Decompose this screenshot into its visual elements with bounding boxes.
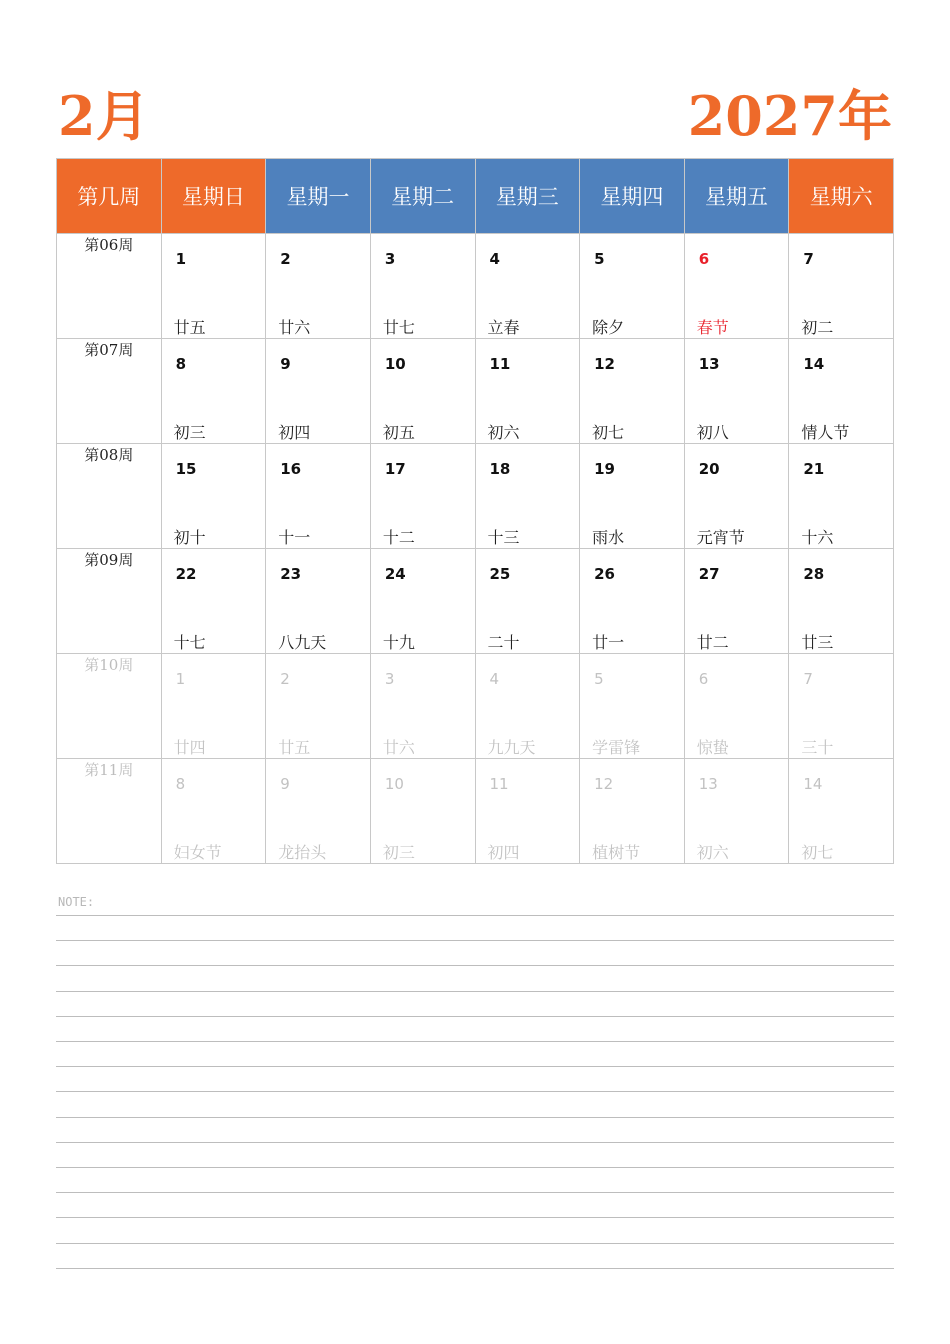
day-cell[interactable] <box>580 654 685 759</box>
day-cell[interactable] <box>789 549 894 654</box>
calendar-body <box>57 234 894 864</box>
day-cell[interactable] <box>684 654 789 759</box>
day-cell[interactable] <box>266 759 371 864</box>
lunar-date: 二十 <box>487 633 520 652</box>
note-line <box>56 1217 894 1218</box>
lunar-date: 廿五 <box>278 738 311 757</box>
day-cell[interactable] <box>684 759 789 864</box>
day-cell[interactable] <box>370 444 475 549</box>
calendar-title-row <box>56 80 894 152</box>
header-weekday: 星期六 <box>789 159 894 234</box>
day-cell[interactable] <box>684 234 789 339</box>
note-line <box>56 1066 894 1067</box>
day-cell[interactable] <box>789 759 894 864</box>
day-number: 13 <box>698 775 718 793</box>
day-number: 1 <box>175 670 186 688</box>
lunar-date: 廿五 <box>173 318 206 337</box>
header-weekday: 星期四 <box>580 159 685 234</box>
lunar-date: 情人节 <box>801 423 850 442</box>
day-cell[interactable] <box>161 759 266 864</box>
lunar-date: 三十 <box>801 738 834 757</box>
day-cell[interactable] <box>580 444 685 549</box>
day-number: 23 <box>280 565 302 583</box>
day-number: 13 <box>698 355 720 373</box>
lunar-date: 除夕 <box>592 318 625 337</box>
lunar-date: 立春 <box>487 318 520 337</box>
day-cell[interactable] <box>475 339 580 444</box>
day-cell[interactable] <box>161 234 266 339</box>
day-cell[interactable] <box>475 549 580 654</box>
day-number: 3 <box>384 670 395 688</box>
lunar-date: 初五 <box>382 423 415 442</box>
lunar-date: 廿七 <box>382 318 415 337</box>
day-cell[interactable] <box>370 759 475 864</box>
day-number: 28 <box>803 565 825 583</box>
day-number: 18 <box>489 460 511 478</box>
day-number: 24 <box>384 565 406 583</box>
day-cell[interactable] <box>266 654 371 759</box>
lunar-date: 初三 <box>173 423 206 442</box>
day-cell[interactable] <box>684 444 789 549</box>
day-cell[interactable] <box>161 549 266 654</box>
day-number: 7 <box>803 670 813 688</box>
day-cell[interactable] <box>266 549 371 654</box>
day-cell[interactable] <box>475 444 580 549</box>
lunar-date: 妇女节 <box>173 843 222 862</box>
day-number: 4 <box>489 250 500 268</box>
lunar-date: 植树节 <box>592 843 641 862</box>
day-number: 25 <box>489 565 511 583</box>
header-week-number: 第几周 <box>57 159 162 234</box>
day-number: 8 <box>175 355 187 373</box>
week-number-label: 第09周 <box>57 549 162 654</box>
day-cell[interactable] <box>789 654 894 759</box>
day-number: 15 <box>175 460 197 478</box>
week-number-label: 第08周 <box>57 444 162 549</box>
day-number: 19 <box>594 460 615 478</box>
day-number: 7 <box>803 250 814 268</box>
header-weekday: 星期日 <box>161 159 266 234</box>
day-cell[interactable] <box>475 759 580 864</box>
day-cell[interactable] <box>370 549 475 654</box>
week-row <box>57 654 894 759</box>
day-cell[interactable] <box>580 339 685 444</box>
day-number: 2 <box>280 250 291 268</box>
lunar-date: 初六 <box>487 423 520 442</box>
day-cell[interactable] <box>161 444 266 549</box>
day-cell[interactable] <box>580 234 685 339</box>
lunar-date: 八九天 <box>278 633 327 652</box>
lunar-date: 雨水 <box>592 528 625 547</box>
day-number: 2 <box>280 670 290 688</box>
day-cell[interactable] <box>161 339 266 444</box>
week-row <box>57 759 894 864</box>
day-number: 16 <box>280 460 302 478</box>
lunar-date: 十一 <box>278 528 311 547</box>
note-label: NOTE: <box>58 895 95 909</box>
week-number-label: 第06周 <box>57 234 162 339</box>
lunar-date: 廿二 <box>696 633 729 652</box>
day-number: 5 <box>594 670 604 688</box>
note-line <box>56 1268 894 1269</box>
day-cell[interactable] <box>266 339 371 444</box>
note-line <box>56 991 894 992</box>
day-cell[interactable] <box>580 759 685 864</box>
note-line <box>56 915 894 916</box>
note-line <box>56 1041 894 1042</box>
day-number: 5 <box>594 250 605 268</box>
day-number: 21 <box>803 460 825 478</box>
lunar-date: 廿六 <box>382 738 415 757</box>
day-cell[interactable] <box>370 339 475 444</box>
note-line <box>56 1091 894 1092</box>
day-number: 12 <box>594 775 614 793</box>
day-number: 1 <box>175 250 187 268</box>
lunar-date: 初六 <box>696 843 729 862</box>
day-cell[interactable] <box>266 444 371 549</box>
day-number: 9 <box>280 775 290 793</box>
lunar-date: 十二 <box>382 528 415 547</box>
lunar-date: 初七 <box>592 423 625 442</box>
day-cell[interactable] <box>789 444 894 549</box>
day-cell[interactable] <box>789 339 894 444</box>
day-number: 10 <box>384 355 406 373</box>
lunar-date: 十三 <box>487 528 520 547</box>
lunar-date: 十九 <box>382 633 415 652</box>
lunar-date: 初四 <box>487 843 520 862</box>
day-number: 10 <box>384 775 404 793</box>
header-weekday: 星期五 <box>684 159 789 234</box>
day-cell[interactable] <box>266 234 371 339</box>
day-cell[interactable] <box>475 234 580 339</box>
lunar-date: 十六 <box>801 528 834 547</box>
day-number: 22 <box>175 565 197 583</box>
day-number: 14 <box>803 355 825 373</box>
header-weekday: 星期二 <box>370 159 475 234</box>
lunar-date: 初七 <box>801 843 834 862</box>
week-number-label: 第10周 <box>57 654 162 759</box>
note-line <box>56 1117 894 1118</box>
day-cell[interactable] <box>370 654 475 759</box>
lunar-date: 初二 <box>801 318 834 337</box>
day-number: 8 <box>175 775 186 793</box>
day-cell[interactable] <box>475 654 580 759</box>
lunar-date: 春节 <box>696 318 729 337</box>
note-line <box>56 1192 894 1193</box>
day-number: 11 <box>489 775 509 793</box>
lunar-date: 初四 <box>278 423 311 442</box>
day-number: 11 <box>489 355 511 373</box>
day-number: 9 <box>280 355 291 373</box>
week-row <box>57 549 894 654</box>
calendar-grid <box>56 158 894 864</box>
weekday-header-row <box>57 159 894 234</box>
note-line <box>56 1243 894 1244</box>
day-number: 17 <box>384 460 406 478</box>
note-line <box>56 965 894 966</box>
note-line <box>56 1142 894 1143</box>
day-cell[interactable] <box>684 549 789 654</box>
day-number: 12 <box>594 355 615 373</box>
day-number: 4 <box>489 670 500 688</box>
note-line <box>56 1016 894 1017</box>
week-row <box>57 339 894 444</box>
lunar-date: 十七 <box>173 633 206 652</box>
day-number: 20 <box>698 460 720 478</box>
lunar-date: 初十 <box>173 528 206 547</box>
lunar-date: 廿六 <box>278 318 311 337</box>
lunar-date: 龙抬头 <box>278 843 327 862</box>
lunar-date: 惊蛰 <box>696 738 729 757</box>
day-number: 6 <box>698 670 709 688</box>
day-cell[interactable] <box>161 654 266 759</box>
day-number: 26 <box>594 565 615 583</box>
lunar-date: 廿一 <box>592 633 625 652</box>
week-row <box>57 234 894 339</box>
lunar-date: 元宵节 <box>696 528 745 547</box>
week-number-label: 第07周 <box>57 339 162 444</box>
day-number: 3 <box>384 250 396 268</box>
header-weekday: 星期一 <box>266 159 371 234</box>
day-number: 6 <box>698 250 710 268</box>
lunar-date: 九九天 <box>487 738 536 757</box>
day-cell[interactable] <box>580 549 685 654</box>
year-title: 2027年 <box>687 84 892 148</box>
lunar-date: 廿四 <box>173 738 206 757</box>
lunar-date: 学雷锋 <box>592 738 641 757</box>
note-line <box>56 940 894 941</box>
note-line <box>56 1167 894 1168</box>
day-cell[interactable] <box>789 234 894 339</box>
week-number-label: 第11周 <box>57 759 162 864</box>
lunar-date: 初三 <box>382 843 415 862</box>
day-number: 27 <box>698 565 720 583</box>
day-cell[interactable] <box>684 339 789 444</box>
day-number: 14 <box>803 775 823 793</box>
week-row <box>57 444 894 549</box>
lunar-date: 初八 <box>696 423 729 442</box>
header-weekday: 星期三 <box>475 159 580 234</box>
month-title: 2月 <box>58 84 150 148</box>
lunar-date: 廿三 <box>801 633 834 652</box>
day-cell[interactable] <box>370 234 475 339</box>
